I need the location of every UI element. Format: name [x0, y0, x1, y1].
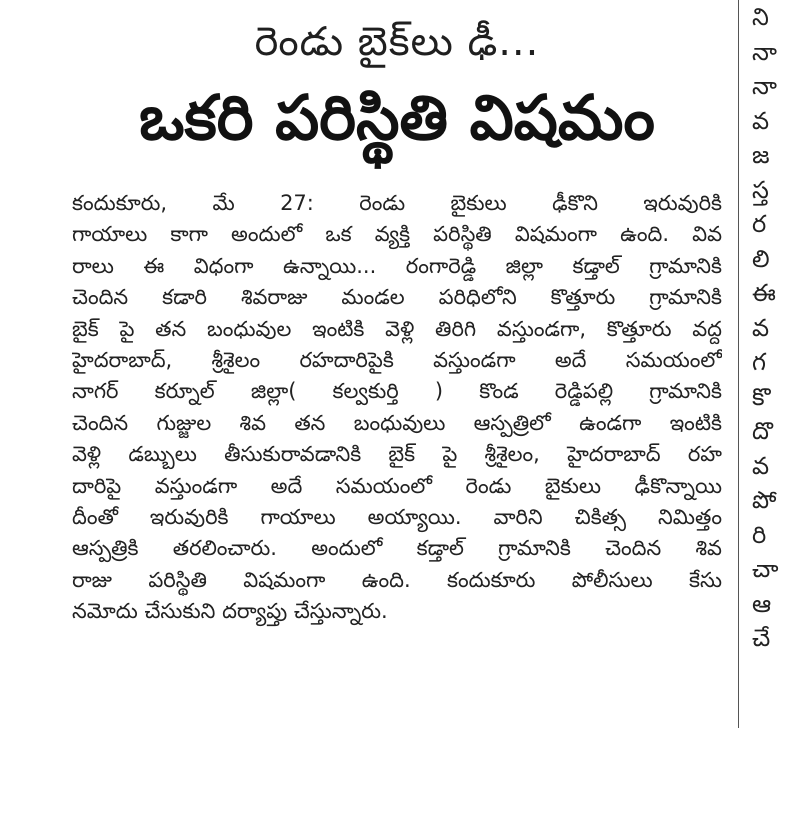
side-column-line: ఆ — [752, 589, 772, 618]
adjacent-article-column — [752, 0, 800, 656]
side-column-line: లి — [752, 244, 770, 273]
side-column-line: గ — [752, 348, 766, 376]
article-kicker: రెండు బైక్‌లు ఢీ... — [254, 19, 540, 65]
body-line: నాగర్ కర్నూల్ జిల్లా( కల్వకుర్తి ) కొండ రెడ్డిపల్లి గ్రామానికి — [72, 379, 722, 404]
side-column-line: నా — [752, 37, 777, 66]
side-column-line: చే — [752, 624, 771, 652]
body-line: దీంతో ఇరువురికి గాయాలు అయ్యాయి. వారిని చికిత్స నిమిత్తం — [72, 504, 722, 529]
body-line: నమోదు చేసుకుని దర్యాప్తు చేస్తున్నారు. — [72, 599, 388, 624]
body-line: గాయాలు కాగా అందులో ఒక వ్యక్తి పరిస్థితి విషమంగా ఉంది. వివ — [72, 222, 722, 247]
side-column-line: ని — [752, 3, 769, 31]
side-column-line: స్త — [752, 175, 769, 204]
side-column-line: ర — [752, 210, 767, 238]
body-line: బైక్ పై తన బంధువుల ఇంటికి వెళ్లి తిరిగి వస్తుండగా, కొత్తూరు వద్ద — [72, 316, 722, 341]
side-column-line: వ — [752, 451, 770, 480]
article-headline: ఒకరి పరిస్థితి విషమం — [139, 81, 655, 154]
side-column-line: కొ — [752, 382, 771, 411]
body-line: రాలు ఈ విధంగా ఉన్నాయి... రంగారెడ్డి జిల్లా కడ్తాల్ గ్రామానికి — [72, 253, 722, 278]
body-line: దారిపై వస్తుండగా అదే సమయంలో రెండు బైకులు ఢీకొన్నాయి — [72, 473, 722, 498]
body-line: చెందిన కడారి శివరాజు మండల పరిధిలోని కొత్తూరు గ్రామానికి — [72, 285, 722, 310]
side-column-line: వ — [752, 313, 770, 342]
side-column-line: నా — [752, 72, 777, 100]
side-column-line: ఈ — [752, 279, 776, 307]
side-column-line: రి — [752, 520, 767, 549]
side-column-line: చా — [752, 555, 779, 583]
side-column-line: వ — [752, 106, 770, 135]
body-line: ఆస్పత్రికి తరలించారు. అందులో కడ్తాల్ గ్రామానికి చెందిన శివ — [72, 536, 722, 561]
news-article — [72, 8, 722, 627]
body-line: హైదరాబాద్, శ్రీశైలం రహదారిపైకి వస్తుండగా అదే సమయంలో — [72, 347, 722, 372]
side-column-line: దొ — [752, 417, 773, 445]
article-body — [72, 188, 722, 627]
side-column-line: పో — [752, 486, 777, 514]
column-divider — [738, 0, 739, 728]
body-line: కందుకూరు, మే 27: రెండు బైకులు ఢీకొని ఇరువురికి — [72, 191, 722, 215]
body-line: చెందిన గుజ్జుల శివ తన బంధువులు ఆస్పత్రిలో ఉండగా ఇంటికి — [72, 410, 722, 435]
body-line: వెళ్లి డబ్బులు తీసుకురావడానికి బైక్ పై శ్రీశైలం, హైదరాబాద్ రహ — [72, 442, 722, 467]
side-column-line: జ — [752, 141, 770, 169]
body-line: రాజు పరిస్థితి విషమంగా ఉంది. కందుకూరు పోలీసులు కేసు — [72, 567, 722, 592]
